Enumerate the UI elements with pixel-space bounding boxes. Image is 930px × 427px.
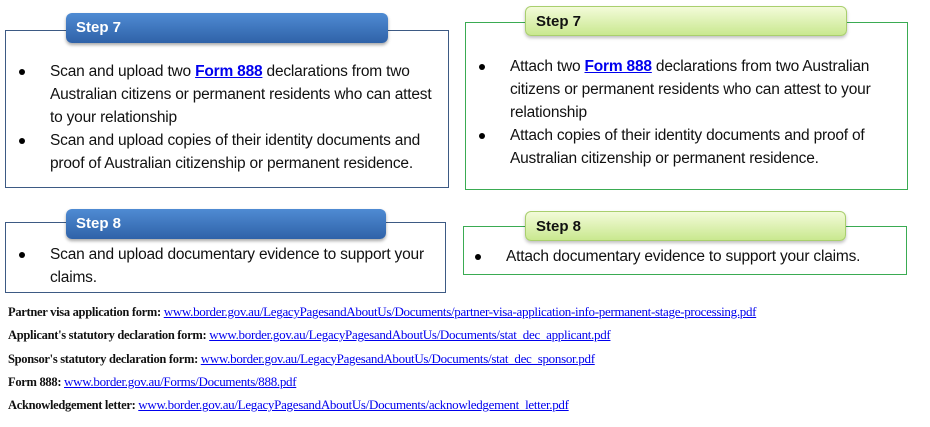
step-title: Step 7 xyxy=(76,19,122,36)
right-step7-box xyxy=(465,22,908,190)
right-step7-header xyxy=(525,6,847,36)
reference-link[interactable]: www.border.gov.au/LegacyPagesandAboutUs/Documents/acknowledgement_letter.pdf xyxy=(138,397,569,413)
left-step8-header xyxy=(66,209,386,239)
list-item: Scan and upload documentary evidence to support your claims. xyxy=(6,243,436,289)
reference-row xyxy=(8,304,756,327)
reference-label: Partner visa application form: xyxy=(8,305,161,319)
reference-label: Sponsor's statutory declaration form: xyxy=(8,351,198,366)
reference-link[interactable]: www.border.gov.au/LegacyPagesandAboutUs/Documents/stat_dec_applicant.pdf xyxy=(209,327,611,343)
left-step7-box xyxy=(5,30,449,188)
text: Scan and upload two xyxy=(50,63,196,80)
list-item: Scan and upload copies of their identity documents and proof of Australian citizenship or permanent residence. xyxy=(6,129,436,175)
reference-link[interactable]: www.border.gov.au/LegacyPagesandAboutUs/Documents/partner-visa-application-info-permanent-stage-processing.pdf xyxy=(163,304,757,319)
form-888-link[interactable]: Form 888 xyxy=(584,58,652,75)
text: declarations from two Australian citizens or permanent residents who can attest to your relationship xyxy=(50,63,432,126)
reference-row xyxy=(8,397,756,420)
text: Attach two xyxy=(510,58,585,75)
reference-row xyxy=(8,374,756,397)
step-title: Step 7 xyxy=(536,13,582,30)
left-step7-header xyxy=(66,13,388,43)
reference-row xyxy=(8,351,756,374)
step-title: Step 8 xyxy=(536,218,582,235)
list-item xyxy=(466,55,891,124)
form-888-link[interactable]: Form 888 xyxy=(195,63,263,80)
reference-link[interactable]: www.border.gov.au/Forms/Documents/888.pdf xyxy=(64,373,297,389)
step-title: Step 8 xyxy=(76,215,122,232)
right-step8-header xyxy=(525,211,846,241)
text: declarations from two Australian citizens or permanent residents who can attest to your relationship xyxy=(510,58,871,121)
list-item: Attach copies of their identity documents and proof of Australian citizenship or permanent residence. xyxy=(466,124,891,170)
reference-label: Acknowledgement letter: xyxy=(8,398,136,413)
reference-label: Applicant's statutory declaration form: xyxy=(8,328,207,343)
list-item xyxy=(6,60,436,129)
reference-links xyxy=(8,304,756,420)
reference-row xyxy=(8,327,756,350)
reference-link[interactable]: www.border.gov.au/LegacyPagesandAboutUs/Documents/stat_dec_sponsor.pdf xyxy=(200,350,595,366)
list-item: Attach documentary evidence to support your claims. xyxy=(462,245,902,268)
reference-label: Form 888: xyxy=(8,374,62,389)
